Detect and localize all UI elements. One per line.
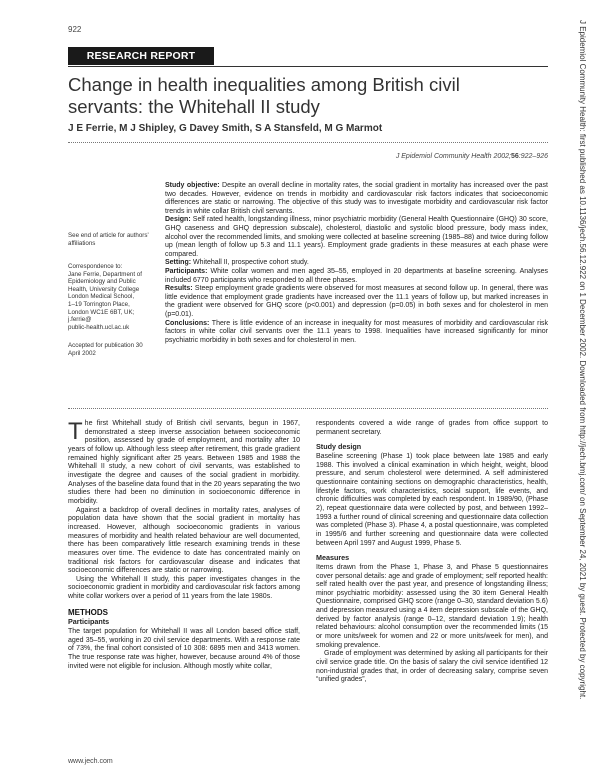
download-watermark <box>575 20 589 760</box>
abstract-label: Conclusions: <box>165 319 210 327</box>
body-paragraph: Items drawn from the Phase 1, Phase 3, and Phase 5 questionnaires cover personal details: age and grade of employment; self reported health: self rated health over the past year, and presence of longstanding illness; minor psychiatric morbidity: assessed using the 30 item General Health Questionnaire, comprised GHQ score (range 0–30, standard deviation 5.6) and depression measured using a 4 item depression subscale of the GHQ, derived by factor analysis (range 0–12, standard deviation 1.9); health related behaviours: alcohol consumption over the recommended limits (15 or more units/week for women and 22 or more units/week for men), and smoking prevalence. <box>316 563 548 649</box>
correspondence-line: London WC1E 6BT, UK; <box>68 308 135 316</box>
abstract-text: Steep employment grade gradients were observed for most measures at second follow up. In general, there was little evidence that employment grade gradients have increased over the 11.1 years of follow up, but marked increases in the gradient were observed for GHQ score (p<0.001) and depression (p=0.05) in both sexes and for cholesterol in men (p=0.01). <box>165 285 548 318</box>
body-paragraph: Against a backdrop of overall declines in mortality rates, analyses of population data have shown that the social gradient in mortality has increased. However, although socioeconomic gradients in various measures of morbidity and health related behaviour are well documented, there has been comparatively little research examining trends in these measures over time. The evidence to date has concentrated mainly on traditional risk factors for cardiovascular disease and indicates that socioeconomic differences are static or narrowing. <box>68 506 300 575</box>
section-heading-methods: METHODS <box>68 607 108 617</box>
accepted-date: Accepted for publication 30 April 2002 <box>68 342 143 357</box>
body-paragraph: Grade of employment was determined by asking all participants for their civil service grade title. On the basis of salary the civil service identified 12 non-industrial grades that, in order of decreasing salary, comprise seven “unified grades”, <box>316 650 548 684</box>
affiliations-note: See end of article for authors' affiliations <box>68 232 149 247</box>
citation-journal: J Epidemiol Community Health <box>395 153 492 160</box>
abstract-paragraph <box>165 216 548 259</box>
body-paragraph: Baseline screening (Phase 1) took place between late 1985 and early 1988. This involved a clinical examination in which height, weight, blood pressure, and serum cholesterol were determined. A self administered questionnaire containing sections on demographic characteristics, health, lifestyle factors, work characteristics, social support, life events, and chronic difficulties was completed by each respondent. In 1989/90, (Phase 2), repeat questionnaire data were collected by post, and between 1992–1993 a further round of clinical screening and questionnaire data collection was completed (Phase 3). Phase 4, a postal questionnaire, was completed in 1995/6 and further screening and questionnaire data were collected between April 1997 and August 1999, Phase 5. <box>316 452 548 547</box>
author-list: J E Ferrie, M J Shipley, G Davey Smith, S A Stansfeld, M G Marmot <box>68 123 383 134</box>
body-paragraph: Using the Whitehall II study, this paper investigates changes in the socioeconomic gradient in morbidity and cardiovascular risk factors among white collar workers over a period of 11 years from the late 1980s. <box>68 575 300 601</box>
abstract-text: Whitehall II, prospective cohort study. <box>191 259 309 267</box>
correspondence-line: Jane Ferrie, Department of <box>68 270 142 278</box>
article-title: Change in health inequalities among British civil servants: the Whitehall II study <box>68 74 460 117</box>
author-divider <box>68 142 548 143</box>
header-rule <box>68 66 548 67</box>
abstract-label: Results: <box>165 285 193 293</box>
correspondence-line: Health, University College <box>68 285 140 293</box>
abstract-label: Participants: <box>165 267 208 275</box>
abstract-divider <box>68 408 548 409</box>
abstract-label: Setting: <box>165 259 192 267</box>
correspondence-email[interactable]: public-health.ucl.ac.uk <box>68 323 130 331</box>
page-number: 922 <box>68 25 82 34</box>
correspondence-line: London Medical School, <box>68 293 135 301</box>
abstract-paragraph <box>165 320 548 346</box>
abstract-paragraph <box>165 268 548 285</box>
abstract-text: Despite an overall decline in mortality rates, the social gradient in mortality has increased over the past two decades. However, evidence on trends in morbidity and cardiovascular risk factors indicates that socioeconomic differences are static or narrowing. The objective of this study was to investigate morbidity and cardiovascular risk factor trends in white collar British civil servants. <box>165 182 548 215</box>
correspondence-block <box>68 263 150 331</box>
abstract-label: Design: <box>165 216 191 224</box>
abstract-text: There is little evidence of an increase in inequality for most measures of morbidity and cardiovascular risk factors in white collar civil servants over the 11.1 years to 1998. Inequalities have increased significantly for minor psychiatric morbidity in both sexes and for cholesterol in men. <box>165 319 548 344</box>
citation-line <box>300 153 548 160</box>
body-column-right <box>316 420 548 685</box>
section-badge: RESEARCH REPORT <box>68 47 214 65</box>
abstract <box>165 182 548 345</box>
abstract-text: Self rated health, longstanding illness, minor psychiatric morbidity (General Health Questionnaire (GHQ) 30 score, GHQ caseness and GHQ depression subscale), cholesterol, diastolic and systolic blood pressure, body mass index, alcohol over the recommended limits, and smoking were collected at baseline screening (1985–88) and twice during follow up (mean length of follow up 5.3 and 11.1 years). Employment grade gradients in these measures at each phase were compared. <box>165 216 548 258</box>
correspondence-line: Correspondence to: <box>68 263 123 270</box>
abstract-paragraph <box>165 285 548 319</box>
download-note: J Epidemiol Community Health: first published as 10.1136/jech.56.12.922 on 1 December 2002. Downloaded from http://jech.bmj.com/ on September 24, 2021 by guest. Protected by copyright. <box>578 20 587 700</box>
body-column-left <box>68 420 300 671</box>
footer-url[interactable]: www.jech.com <box>68 758 113 765</box>
citation-year: 2002; <box>493 153 511 160</box>
subsection-heading-design: Study design <box>316 442 362 452</box>
body-paragraph: respondents covered a wide range of grades from office support to permanent secretary. <box>316 420 548 436</box>
abstract-paragraph <box>165 259 548 268</box>
citation-pages: :922–926 <box>518 153 548 160</box>
abstract-label: Study objective: <box>165 182 220 189</box>
citation-volume: 56 <box>511 153 519 160</box>
abstract-paragraph <box>165 182 548 216</box>
drop-cap: T <box>68 418 83 445</box>
subsection-heading-participants: Participants <box>68 617 110 627</box>
intro-paragraph: The first Whitehall study of British civil servants, begun in 1967, demonstrated a steep inverse association between socioeconomic position, assessed by grade of employment, and mortality after 10 years of follow up. Although less steep after retirement, this grade gradient remained highly significant after 25 years. Between 1985 and 1988 the Whitehall II study, a new cohort of civil servants, was established to investigate the degree and causes of the social gradient in morbidity. Analyses of the baseline data found that in the 20 years separating the two studies there had been no diminution in socioeconomic difference in morbidity. <box>68 418 300 505</box>
correspondence-line: 1–19 Torrington Place, <box>68 300 130 308</box>
correspondence-email[interactable]: j.ferrie@ <box>68 316 92 324</box>
abstract-text: White collar women and men aged 35–55, employed in 20 departments at baseline screening. Analyses included 6770 participants who responded to all three phases. <box>165 267 548 284</box>
correspondence-line: Epidemiology and Public <box>68 278 136 286</box>
body-paragraph: The target population for Whitehall II was all London based office staff, aged 35–55, working in 20 civil service departments. With a response rate of 73%, the final cohort consisted of 10 308: 6895 men and 3413 women. The true response rate was higher, however, because around 4% of those invited were not eligible for inclusion. Although mostly white collar, <box>68 628 300 670</box>
subsection-heading-measures: Measures <box>316 553 350 563</box>
